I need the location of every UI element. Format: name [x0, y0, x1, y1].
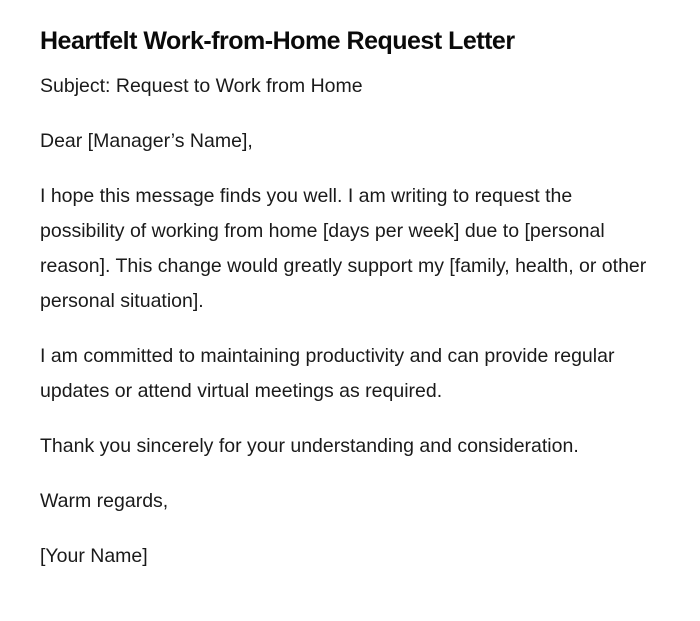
letter-paragraph-thanks: Thank you sincerely for your understanding and consideration. [40, 435, 579, 457]
letter-title: Heartfelt Work-from-Home Request Letter [40, 27, 515, 55]
letter-closing: Warm regards, [40, 490, 169, 512]
letter-paragraph-commitment: I am committed to maintaining productivity and can provide regular updates or attend virtual meetings as required. [40, 345, 615, 402]
letter-signature: [Your Name] [40, 545, 148, 567]
letter-paragraph-request: I hope this message finds you well. I am writing to request the possibility of working from home [days per week] due to [personal reason]. This change would greatly support my [family, health, or other personal situation]. [40, 185, 647, 312]
letter-salutation: Dear [Manager’s Name], [40, 130, 253, 152]
letter-subject: Subject: Request to Work from Home [40, 75, 363, 97]
letter [40, 24, 660, 574]
